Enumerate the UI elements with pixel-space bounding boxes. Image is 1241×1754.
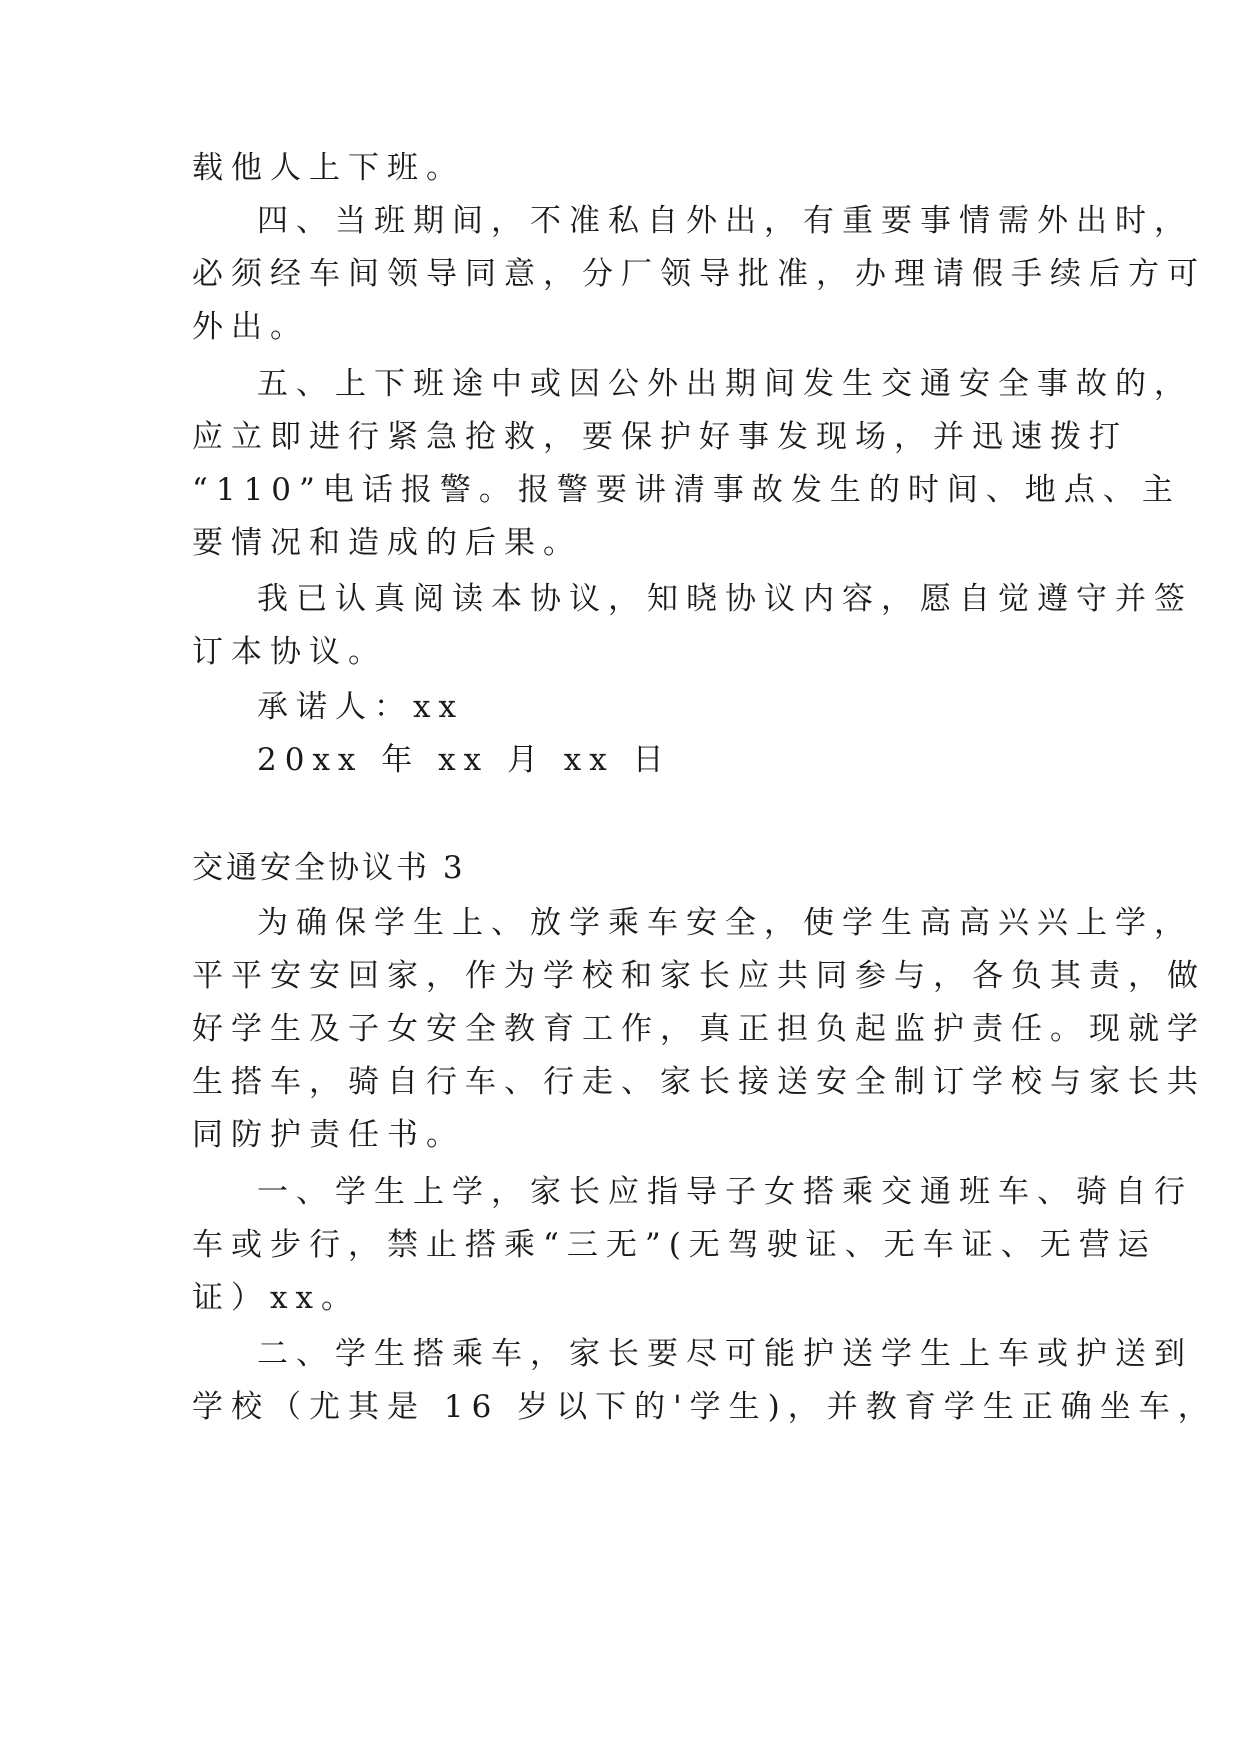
text-line: 四、当班期间，不准私自外出，有重要事情需外出时， (257, 203, 1193, 239)
text-line: 我已认真阅读本协议，知晓协议内容，愿自觉遵守并签 (257, 581, 1193, 617)
text-line: 平平安安回家，作为学校和家长应共同参与，各负其责，做 (192, 958, 1206, 994)
text-line: 证）xx。 (192, 1280, 360, 1316)
text-line: 车或步行，禁止搭乘“三无”(无驾驶证、无车证、无营运 (192, 1227, 1157, 1263)
text-line: 为确保学生上、放学乘车安全，使学生高高兴兴上学， (257, 905, 1193, 941)
text-line: 订本协议。 (192, 634, 387, 670)
text-line: 外出。 (192, 309, 309, 345)
section-title: 交通安全协议书 3 (192, 850, 466, 886)
text-line: 生搭车，骑自行车、行走、家长接送安全制订学校与家长共 (192, 1064, 1206, 1100)
text-line: 同防护责任书。 (192, 1117, 465, 1153)
text-line: 五、上下班途中或因公外出期间发生交通安全事故的， (257, 366, 1193, 402)
text-line: 载他人上下班。 (192, 150, 465, 186)
text-line: 好学生及子女安全教育工作，真正担负起监护责任。现就学 (192, 1011, 1206, 1047)
date-line: 20xx 年 xx 月 xx 日 (257, 742, 672, 778)
text-line: 一、学生上学，家长应指导子女搭乘交通班车、骑自行 (257, 1174, 1193, 1210)
text-line: “110”电话报警。报警要讲清事故发生的时间、地点、主 (192, 472, 1181, 508)
signatory-line: 承诺人：xx (257, 689, 464, 725)
text-line: 二、学生搭乘车，家长要尽可能护送学生上车或护送到 (257, 1336, 1193, 1372)
text-line: 必须经车间领导同意，分厂领导批准，办理请假手续后方可 (192, 256, 1206, 292)
text-line: 学校（尤其是 16 岁以下的'学生)，并教育学生正确坐车， (192, 1389, 1217, 1425)
text-line: 要情况和造成的后果。 (192, 525, 582, 561)
text-line: 应立即进行紧急抢救，要保护好事发现场，并迅速拨打 (192, 419, 1128, 455)
